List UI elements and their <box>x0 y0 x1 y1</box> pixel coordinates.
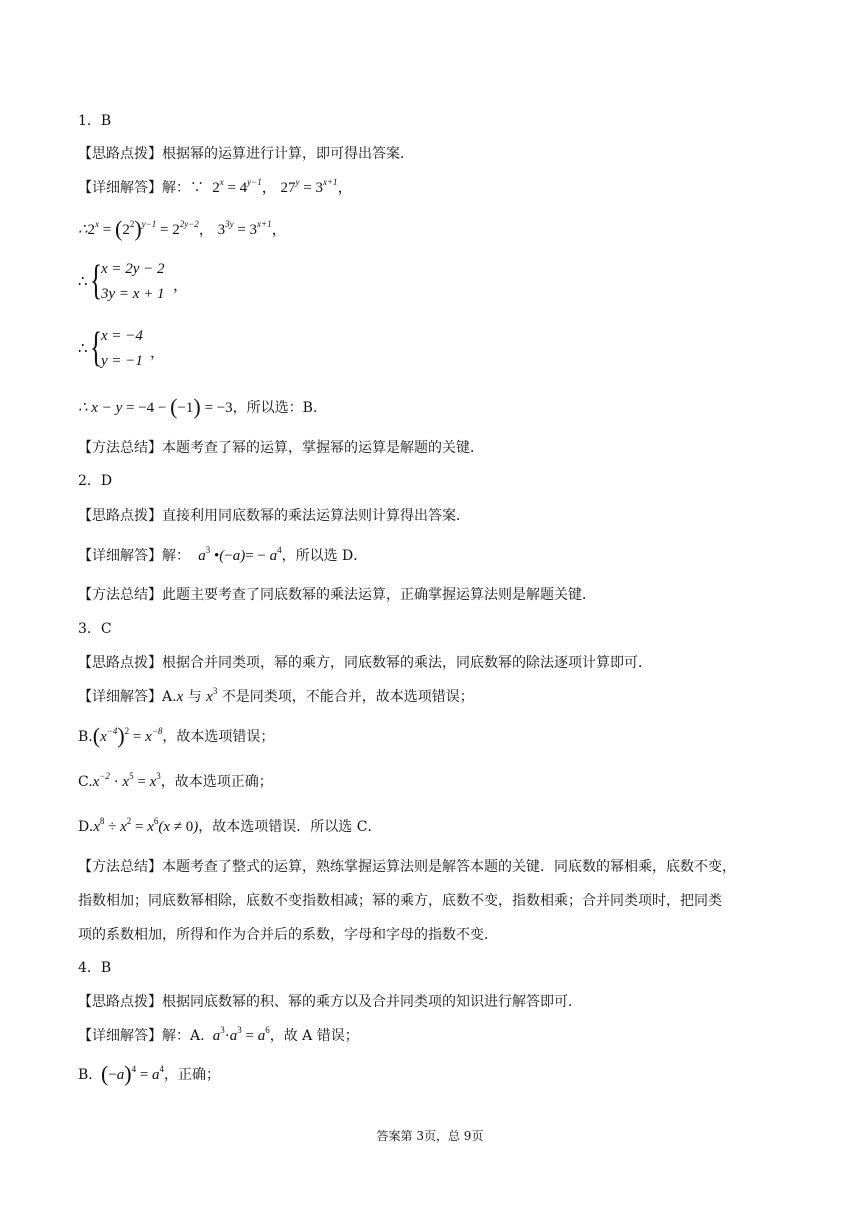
summary-text: 本题考查了幂的运算，掌握幂的运算是解题的关键． <box>162 440 484 456</box>
option-a-tail: ，故 A 错误； <box>269 1028 359 1044</box>
detail-label: 【详细解答】 <box>78 689 162 705</box>
q2-hint <box>78 506 470 526</box>
summary-text: 此题主要考查了同底数幂的乘法运算，正确掌握运算法则是解题关键． <box>162 587 596 603</box>
option-a-tail: 不是同类项，不能合并，故本选项错误； <box>221 689 474 705</box>
option-d-prefix: D. <box>78 819 94 835</box>
option-a-mid: 与 <box>187 689 202 705</box>
hint-text: 根据幂的运算进行计算，即可得出答案． <box>162 146 414 162</box>
q3-summary-line-3: 项的系数相加，所得和作为合并后的系数，字母和字母的指数不变． <box>78 927 498 943</box>
q3-summary-line-1 <box>78 857 736 877</box>
hint-label: 【思路点拨】 <box>78 994 162 1010</box>
q3-option-c: $C.x^{-2} \cdot x^5 = x^3$，故本选项正确； <box>78 771 273 790</box>
system-1-eq-b: 3y = x + 1 <box>101 286 165 302</box>
detail-label: 【详细解答】 <box>78 1028 162 1044</box>
q1-system-2: ∴ { x = −4 y = −1 ， <box>78 325 166 371</box>
q3-option-d: $D.x^8 \div x^2 = x^6(x \ne 0)$，故本选项错误．所以选 C． <box>78 816 382 835</box>
system-1-eq-a: x = 2y − 2 <box>101 261 165 277</box>
q2-answer: 2．D <box>78 473 113 489</box>
q4-hint <box>78 992 582 1012</box>
q3-answer: 3．C <box>78 621 112 637</box>
brace-icon: { <box>90 325 103 371</box>
q3-option-b: $B.(x^{-4})^2 = x^{-8}$，故本选项错误； <box>78 723 275 748</box>
detail-label: 【详细解答】 <box>78 548 162 564</box>
summary-label: 【方法总结】 <box>78 859 162 875</box>
summary-text: 本题考查了整式的运算，熟练掌握运算法则是解答本题的关键．同底数的幂相乘，底数不变， <box>162 859 736 875</box>
q1-system-1: ∴ { x = 2y − 2 3y = x + 1 ， <box>78 258 189 304</box>
q4-detail-a: 【详细解答】解：A. $a^3\cdot a^3 = a^6$，故 A 错误； <box>78 1025 359 1044</box>
q3-detail-a: 【详细解答】A.x 与 $x^3$ 不是同类项，不能合并，故本选项错误； <box>78 686 474 705</box>
q1-equation-2: ∴2$^x$ = $(2^2)^{y-1} = 2^{2y-2}$， $3^{3y} = 3^{x+1}$， <box>78 216 287 241</box>
q4-answer: 4．B <box>78 960 112 976</box>
option-a-prefix: A. <box>162 689 177 705</box>
page-footer: 答案第 3页，总 9页 <box>376 1129 484 1143</box>
q2-equation: $a^3$ •(−a)= − $a^4$ <box>194 545 282 564</box>
hint-label: 【思路点拨】 <box>78 508 162 524</box>
q1-summary <box>78 438 484 458</box>
conclusion-tail: ，所以选：B． <box>232 400 327 416</box>
option-b-prefix: B. <box>78 1067 93 1083</box>
option-c-prefix: C. <box>78 774 93 790</box>
option-b-tail: ，故本选项错误； <box>162 729 275 745</box>
option-c-tail: ，故本选项正确； <box>160 774 273 790</box>
q1-conclusion: ∴ x − y = −4 − (−1) = −3，所以选：B． <box>78 394 327 419</box>
detail-intro: 解： <box>162 548 190 564</box>
system-2-eq-a: x = −4 <box>101 328 143 344</box>
detail-intro: 解：∵ <box>162 180 204 196</box>
summary-label: 【方法总结】 <box>78 440 162 456</box>
detail-tail: ，所以选 D． <box>281 548 368 564</box>
q2-summary <box>78 585 596 605</box>
q1-equation-1: $2^x = 4^{y-1}$， $27^y = 3^{x+1}$， <box>212 177 353 196</box>
option-d-tail: ，故本选项错误．所以选 C． <box>198 819 382 835</box>
option-b-prefix: B. <box>78 729 93 745</box>
q1-answer: 1．B <box>78 113 112 129</box>
detail-intro: 解：A. <box>162 1028 205 1044</box>
q3-hint <box>78 653 652 673</box>
summary-label: 【方法总结】 <box>78 587 162 603</box>
therefore-symbol: ∴ <box>78 274 88 290</box>
hint-text: 根据同底数幂的积、幂的乘方以及合并同类项的知识进行解答即可． <box>162 994 582 1010</box>
brace-icon: { <box>90 258 103 304</box>
hint-text: 根据合并同类项，幂的乘方，同底数幂的乘法，同底数幂的除法逐项计算即可． <box>162 655 652 671</box>
system-2-eq-b: y = −1 <box>101 353 143 369</box>
hint-label: 【思路点拨】 <box>78 146 162 162</box>
hint-label: 【思路点拨】 <box>78 655 162 671</box>
q1-hint <box>78 144 414 164</box>
hint-text: 直接利用同底数幂的乘法运算法则计算得出答案． <box>162 508 470 524</box>
q2-detail <box>78 546 367 566</box>
q4-option-b: B. $(-a)^4 = a^4$，正确； <box>78 1061 221 1086</box>
q1-detail <box>78 178 353 198</box>
detail-label: 【详细解答】 <box>78 180 162 196</box>
option-b-tail: ，正确； <box>164 1067 221 1083</box>
q3-summary-line-2: 指数相加；同底数幂相除，底数不变指数相减；幂的乘方，底数不变，指数相乘；合并同类项时，把同类 <box>78 893 722 909</box>
